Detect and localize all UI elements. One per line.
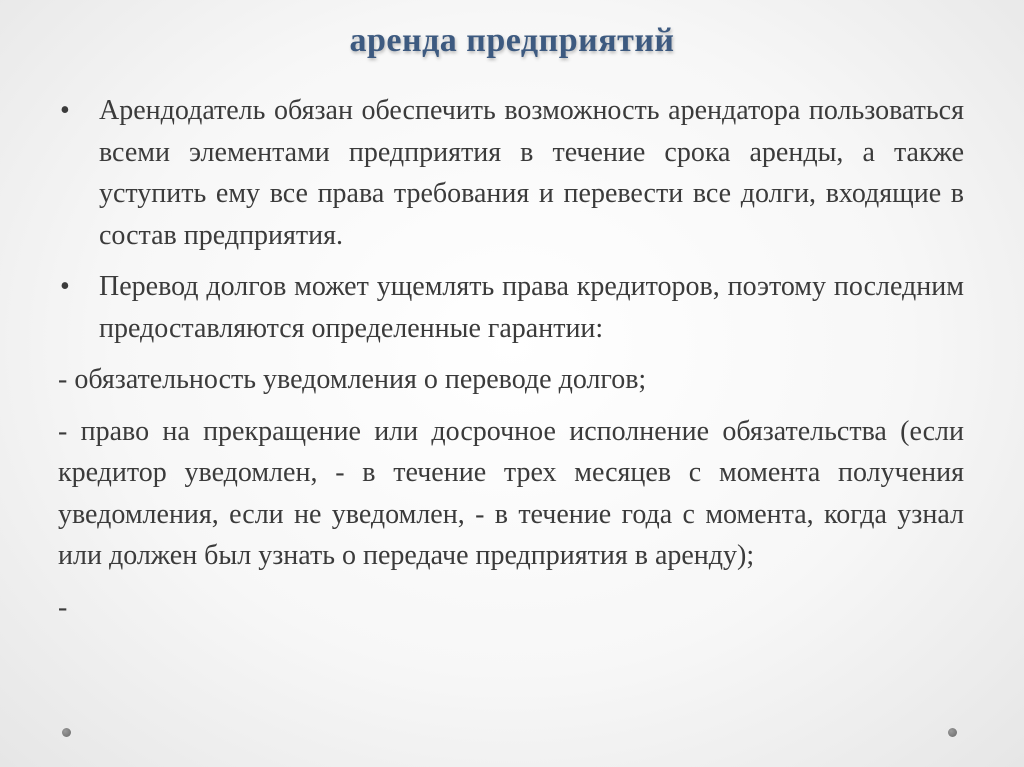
bullet-icon: • <box>60 95 70 126</box>
corner-dot-left <box>62 728 71 737</box>
dash-paragraph-2: - право на прекращение или досрочное исполнение обязательства (если кредитор уведомлен, - в течение трех месяцев с момента получения уведомления, если не уведомлен, - в течение года с момента, когда узнал или должен был узнать о передаче предприятия в аренду); <box>58 415 964 571</box>
slide-content <box>58 90 964 638</box>
dash-paragraph-3: - <box>58 591 68 623</box>
paragraph-text: Арендодатель обязан обеспечить возможность арендатора пользоваться всеми элементами предприятия в течение срока аренды, а также уступить ему все права требования и перевести все долги, входящие в состав предприятия. <box>99 95 964 251</box>
dash-paragraph-1: - обязательность уведомления о переводе долгов; <box>58 364 647 395</box>
paragraph-text: Перевод долгов может ущемлять права кредиторов, поэтому последним предоставляются определенные гарантии: <box>99 271 964 344</box>
bullet-paragraph-1 <box>58 90 964 256</box>
bullet-paragraph-2 <box>58 266 964 349</box>
slide-title: аренда предприятий <box>349 22 675 59</box>
bullet-icon: • <box>60 271 70 302</box>
corner-dot-right <box>948 728 957 737</box>
